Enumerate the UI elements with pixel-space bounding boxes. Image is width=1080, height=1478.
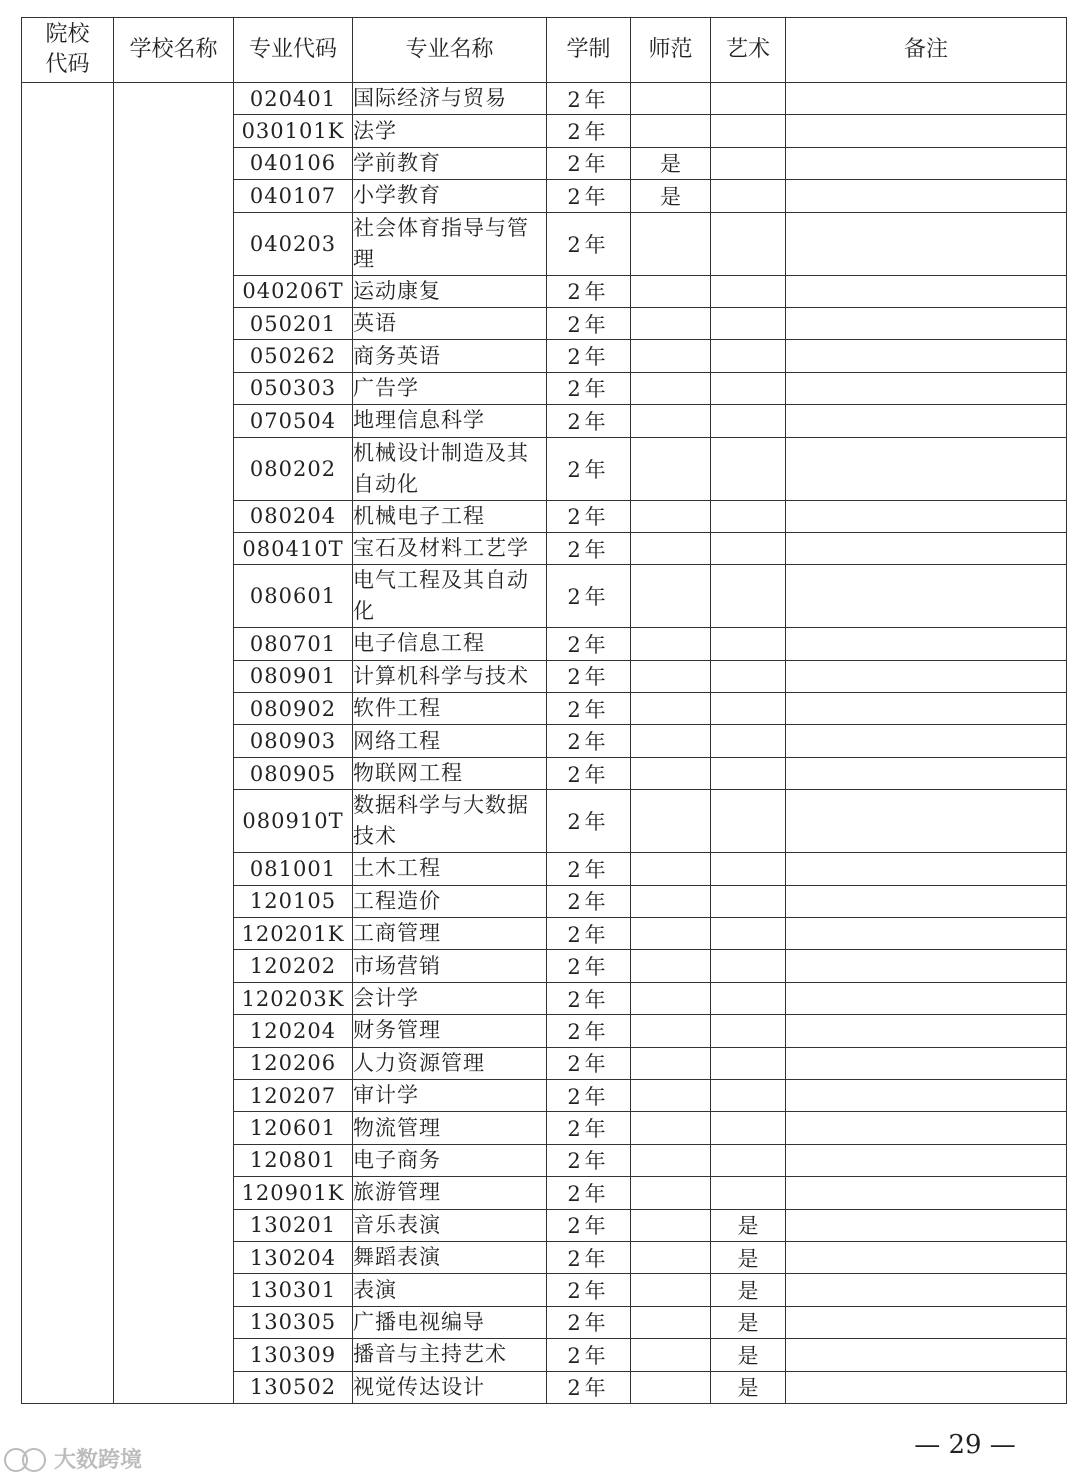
normal-flag-cell — [631, 1177, 711, 1209]
normal-flag-cell — [631, 918, 711, 950]
normal-flag-cell — [631, 660, 711, 692]
duration-cell: 2年 — [547, 725, 631, 757]
major-name-cell: 审计学 — [353, 1079, 547, 1111]
major-name-cell: 数据科学与大数据技术 — [353, 790, 547, 853]
remark-cell — [786, 532, 1067, 564]
normal-flag-cell — [631, 1112, 711, 1144]
duration-cell: 2年 — [547, 790, 631, 853]
major-name-cell: 学前教育 — [353, 147, 547, 179]
remark-cell — [786, 180, 1067, 212]
remark-cell — [786, 405, 1067, 437]
duration-cell: 2年 — [547, 1306, 631, 1338]
major-code-cell: 040203 — [234, 212, 353, 275]
major-code-cell: 130301 — [234, 1274, 353, 1306]
art-flag-cell — [711, 1112, 786, 1144]
major-name-cell: 视觉传达设计 — [353, 1371, 547, 1403]
major-code-cell: 080905 — [234, 757, 353, 789]
major-code-cell: 050303 — [234, 372, 353, 404]
column-header: 学制 — [547, 18, 631, 83]
art-flag-cell — [711, 757, 786, 789]
major-code-cell: 080701 — [234, 628, 353, 660]
major-code-cell: 130309 — [234, 1339, 353, 1371]
normal-flag-cell — [631, 1079, 711, 1111]
duration-cell: 2年 — [547, 147, 631, 179]
art-flag-cell — [711, 1079, 786, 1111]
major-name-cell: 运动康复 — [353, 275, 547, 307]
major-name-cell: 广播电视编导 — [353, 1306, 547, 1338]
art-flag-cell — [711, 885, 786, 917]
art-flag-cell — [711, 307, 786, 339]
major-code-cell: 120202 — [234, 950, 353, 982]
column-header: 师范 — [631, 18, 711, 83]
major-code-cell: 120207 — [234, 1079, 353, 1111]
art-flag-cell — [711, 565, 786, 628]
duration-cell: 2年 — [547, 1371, 631, 1403]
major-code-cell: 050201 — [234, 307, 353, 339]
remark-cell — [786, 885, 1067, 917]
major-name-cell: 电气工程及其自动化 — [353, 565, 547, 628]
major-name-cell: 工商管理 — [353, 918, 547, 950]
art-flag-cell: 是 — [711, 1241, 786, 1273]
major-name-cell: 人力资源管理 — [353, 1047, 547, 1079]
normal-flag-cell — [631, 1241, 711, 1273]
normal-flag-cell — [631, 1339, 711, 1371]
duration-cell: 2年 — [547, 982, 631, 1014]
normal-flag-cell — [631, 212, 711, 275]
normal-flag-cell — [631, 405, 711, 437]
remark-cell — [786, 500, 1067, 532]
major-code-cell: 080901 — [234, 660, 353, 692]
major-name-cell: 英语 — [353, 307, 547, 339]
duration-cell: 2年 — [547, 500, 631, 532]
major-code-cell: 080204 — [234, 500, 353, 532]
art-flag-cell — [711, 437, 786, 500]
major-code-cell: 120801 — [234, 1144, 353, 1176]
art-flag-cell: 是 — [711, 1306, 786, 1338]
normal-flag-cell — [631, 115, 711, 147]
major-name-cell: 计算机科学与技术 — [353, 660, 547, 692]
duration-cell: 2年 — [547, 115, 631, 147]
remark-cell — [786, 693, 1067, 725]
major-code-cell: 080601 — [234, 565, 353, 628]
duration-cell: 2年 — [547, 212, 631, 275]
major-code-cell: 040107 — [234, 180, 353, 212]
normal-flag-cell — [631, 372, 711, 404]
duration-cell: 2年 — [547, 180, 631, 212]
column-header: 院校 代码 — [22, 18, 114, 83]
major-code-cell: 120901K — [234, 1177, 353, 1209]
normal-flag-cell — [631, 628, 711, 660]
art-flag-cell — [711, 693, 786, 725]
duration-cell: 2年 — [547, 83, 631, 115]
art-flag-cell — [711, 532, 786, 564]
remark-cell — [786, 115, 1067, 147]
normal-flag-cell: 是 — [631, 147, 711, 179]
art-flag-cell — [711, 275, 786, 307]
remark-cell — [786, 660, 1067, 692]
major-code-cell: 120105 — [234, 885, 353, 917]
duration-cell: 2年 — [547, 757, 631, 789]
art-flag-cell — [711, 372, 786, 404]
column-header: 艺术 — [711, 18, 786, 83]
major-name-cell: 国际经济与贸易 — [353, 83, 547, 115]
duration-cell: 2年 — [547, 437, 631, 500]
normal-flag-cell — [631, 1015, 711, 1047]
duration-cell: 2年 — [547, 853, 631, 885]
normal-flag-cell — [631, 757, 711, 789]
duration-cell: 2年 — [547, 628, 631, 660]
duration-cell: 2年 — [547, 1015, 631, 1047]
duration-cell: 2年 — [547, 660, 631, 692]
watermark-logo-icon — [4, 1446, 50, 1472]
major-code-cell: 130204 — [234, 1241, 353, 1273]
duration-cell: 2年 — [547, 1241, 631, 1273]
major-name-cell: 软件工程 — [353, 693, 547, 725]
remark-cell — [786, 982, 1067, 1014]
watermark — [4, 1443, 142, 1474]
major-name-cell: 舞蹈表演 — [353, 1241, 547, 1273]
major-name-cell: 物流管理 — [353, 1112, 547, 1144]
duration-cell: 2年 — [547, 693, 631, 725]
major-name-cell: 会计学 — [353, 982, 547, 1014]
remark-cell — [786, 790, 1067, 853]
major-code-cell: 080410T — [234, 532, 353, 564]
normal-flag-cell — [631, 1047, 711, 1079]
normal-flag-cell — [631, 885, 711, 917]
major-code-cell: 080910T — [234, 790, 353, 853]
column-header: 专业代码 — [234, 18, 353, 83]
remark-cell — [786, 372, 1067, 404]
major-name-cell: 地理信息科学 — [353, 405, 547, 437]
remark-cell — [786, 918, 1067, 950]
major-name-cell: 广告学 — [353, 372, 547, 404]
art-flag-cell — [711, 628, 786, 660]
column-header: 备注 — [786, 18, 1067, 83]
duration-cell: 2年 — [547, 1144, 631, 1176]
duration-cell: 2年 — [547, 275, 631, 307]
art-flag-cell — [711, 1177, 786, 1209]
normal-flag-cell — [631, 853, 711, 885]
duration-cell: 2年 — [547, 340, 631, 372]
major-code-cell: 070504 — [234, 405, 353, 437]
major-table — [21, 17, 1067, 1404]
header-row — [22, 18, 1067, 83]
column-header: 学校名称 — [114, 18, 234, 83]
normal-flag-cell — [631, 1274, 711, 1306]
remark-cell — [786, 853, 1067, 885]
major-name-cell: 物联网工程 — [353, 757, 547, 789]
watermark-text: 大数跨境 — [54, 1448, 143, 1473]
major-name-cell: 音乐表演 — [353, 1209, 547, 1241]
major-code-cell: 020401 — [234, 83, 353, 115]
remark-cell — [786, 340, 1067, 372]
art-flag-cell — [711, 1015, 786, 1047]
art-flag-cell: 是 — [711, 1209, 786, 1241]
major-code-cell: 030101K — [234, 115, 353, 147]
remark-cell — [786, 725, 1067, 757]
major-code-cell: 120203K — [234, 982, 353, 1014]
art-flag-cell: 是 — [711, 1371, 786, 1403]
remark-cell — [786, 1371, 1067, 1403]
remark-cell — [786, 1015, 1067, 1047]
art-flag-cell: 是 — [711, 1339, 786, 1371]
normal-flag-cell — [631, 950, 711, 982]
major-code-cell: 130201 — [234, 1209, 353, 1241]
remark-cell — [786, 1177, 1067, 1209]
duration-cell: 2年 — [547, 950, 631, 982]
duration-cell: 2年 — [547, 307, 631, 339]
duration-cell: 2年 — [547, 885, 631, 917]
duration-cell: 2年 — [547, 1339, 631, 1371]
normal-flag-cell — [631, 437, 711, 500]
remark-cell — [786, 950, 1067, 982]
normal-flag-cell — [631, 790, 711, 853]
normal-flag-cell — [631, 83, 711, 115]
remark-cell — [786, 1274, 1067, 1306]
art-flag-cell: 是 — [711, 1274, 786, 1306]
major-name-cell: 机械电子工程 — [353, 500, 547, 532]
major-name-cell: 土木工程 — [353, 853, 547, 885]
duration-cell: 2年 — [547, 565, 631, 628]
art-flag-cell — [711, 790, 786, 853]
remark-cell — [786, 1079, 1067, 1111]
major-name-cell: 表演 — [353, 1274, 547, 1306]
normal-flag-cell — [631, 275, 711, 307]
table-header — [22, 18, 1067, 83]
duration-cell: 2年 — [547, 532, 631, 564]
major-code-cell: 120206 — [234, 1047, 353, 1079]
remark-cell — [786, 1209, 1067, 1241]
column-header: 专业名称 — [353, 18, 547, 83]
normal-flag-cell — [631, 565, 711, 628]
remark-cell — [786, 212, 1067, 275]
normal-flag-cell — [631, 693, 711, 725]
remark-cell — [786, 565, 1067, 628]
major-code-cell: 120204 — [234, 1015, 353, 1047]
major-name-cell: 商务英语 — [353, 340, 547, 372]
major-code-cell: 040106 — [234, 147, 353, 179]
art-flag-cell — [711, 918, 786, 950]
normal-flag-cell — [631, 1144, 711, 1176]
art-flag-cell — [711, 660, 786, 692]
remark-cell — [786, 757, 1067, 789]
major-code-cell: 080202 — [234, 437, 353, 500]
normal-flag-cell — [631, 1209, 711, 1241]
major-name-cell: 市场营销 — [353, 950, 547, 982]
table-row — [22, 83, 1067, 115]
normal-flag-cell — [631, 532, 711, 564]
remark-cell — [786, 1339, 1067, 1371]
art-flag-cell — [711, 405, 786, 437]
art-flag-cell — [711, 1047, 786, 1079]
art-flag-cell — [711, 853, 786, 885]
duration-cell: 2年 — [547, 405, 631, 437]
normal-flag-cell — [631, 982, 711, 1014]
school-code-cell — [22, 83, 114, 1404]
major-code-cell: 130305 — [234, 1306, 353, 1338]
major-name-cell: 机械设计制造及其自动化 — [353, 437, 547, 500]
duration-cell: 2年 — [547, 1047, 631, 1079]
major-name-cell: 法学 — [353, 115, 547, 147]
remark-cell — [786, 1047, 1067, 1079]
art-flag-cell — [711, 725, 786, 757]
normal-flag-cell — [631, 340, 711, 372]
major-code-cell: 080902 — [234, 693, 353, 725]
school-name-cell — [114, 83, 234, 1404]
remark-cell — [786, 83, 1067, 115]
art-flag-cell — [711, 500, 786, 532]
remark-cell — [786, 1241, 1067, 1273]
major-code-cell: 120201K — [234, 918, 353, 950]
duration-cell: 2年 — [547, 1112, 631, 1144]
major-name-cell: 电子信息工程 — [353, 628, 547, 660]
major-code-cell: 050262 — [234, 340, 353, 372]
remark-cell — [786, 1112, 1067, 1144]
art-flag-cell — [711, 83, 786, 115]
remark-cell — [786, 628, 1067, 660]
art-flag-cell — [711, 115, 786, 147]
major-name-cell: 宝石及材料工艺学 — [353, 532, 547, 564]
page-number: — 29 — — [914, 1430, 1016, 1460]
art-flag-cell — [711, 950, 786, 982]
remark-cell — [786, 1306, 1067, 1338]
major-name-cell: 小学教育 — [353, 180, 547, 212]
major-name-cell: 电子商务 — [353, 1144, 547, 1176]
normal-flag-cell — [631, 1371, 711, 1403]
table-body — [22, 83, 1067, 1404]
duration-cell: 2年 — [547, 918, 631, 950]
remark-cell — [786, 437, 1067, 500]
duration-cell: 2年 — [547, 1177, 631, 1209]
major-code-cell: 130502 — [234, 1371, 353, 1403]
major-code-cell: 120601 — [234, 1112, 353, 1144]
major-name-cell: 财务管理 — [353, 1015, 547, 1047]
art-flag-cell — [711, 212, 786, 275]
normal-flag-cell — [631, 307, 711, 339]
normal-flag-cell: 是 — [631, 180, 711, 212]
normal-flag-cell — [631, 725, 711, 757]
major-name-cell: 工程造价 — [353, 885, 547, 917]
art-flag-cell — [711, 147, 786, 179]
remark-cell — [786, 1144, 1067, 1176]
normal-flag-cell — [631, 1306, 711, 1338]
major-code-cell: 080903 — [234, 725, 353, 757]
major-name-cell: 旅游管理 — [353, 1177, 547, 1209]
art-flag-cell — [711, 340, 786, 372]
major-code-cell: 081001 — [234, 853, 353, 885]
duration-cell: 2年 — [547, 372, 631, 404]
duration-cell: 2年 — [547, 1274, 631, 1306]
art-flag-cell — [711, 982, 786, 1014]
duration-cell: 2年 — [547, 1209, 631, 1241]
remark-cell — [786, 275, 1067, 307]
major-name-cell: 网络工程 — [353, 725, 547, 757]
normal-flag-cell — [631, 500, 711, 532]
major-name-cell: 播音与主持艺术 — [353, 1339, 547, 1371]
remark-cell — [786, 307, 1067, 339]
art-flag-cell — [711, 1144, 786, 1176]
art-flag-cell — [711, 180, 786, 212]
remark-cell — [786, 147, 1067, 179]
major-name-cell: 社会体育指导与管理 — [353, 212, 547, 275]
major-code-cell: 040206T — [234, 275, 353, 307]
duration-cell: 2年 — [547, 1079, 631, 1111]
